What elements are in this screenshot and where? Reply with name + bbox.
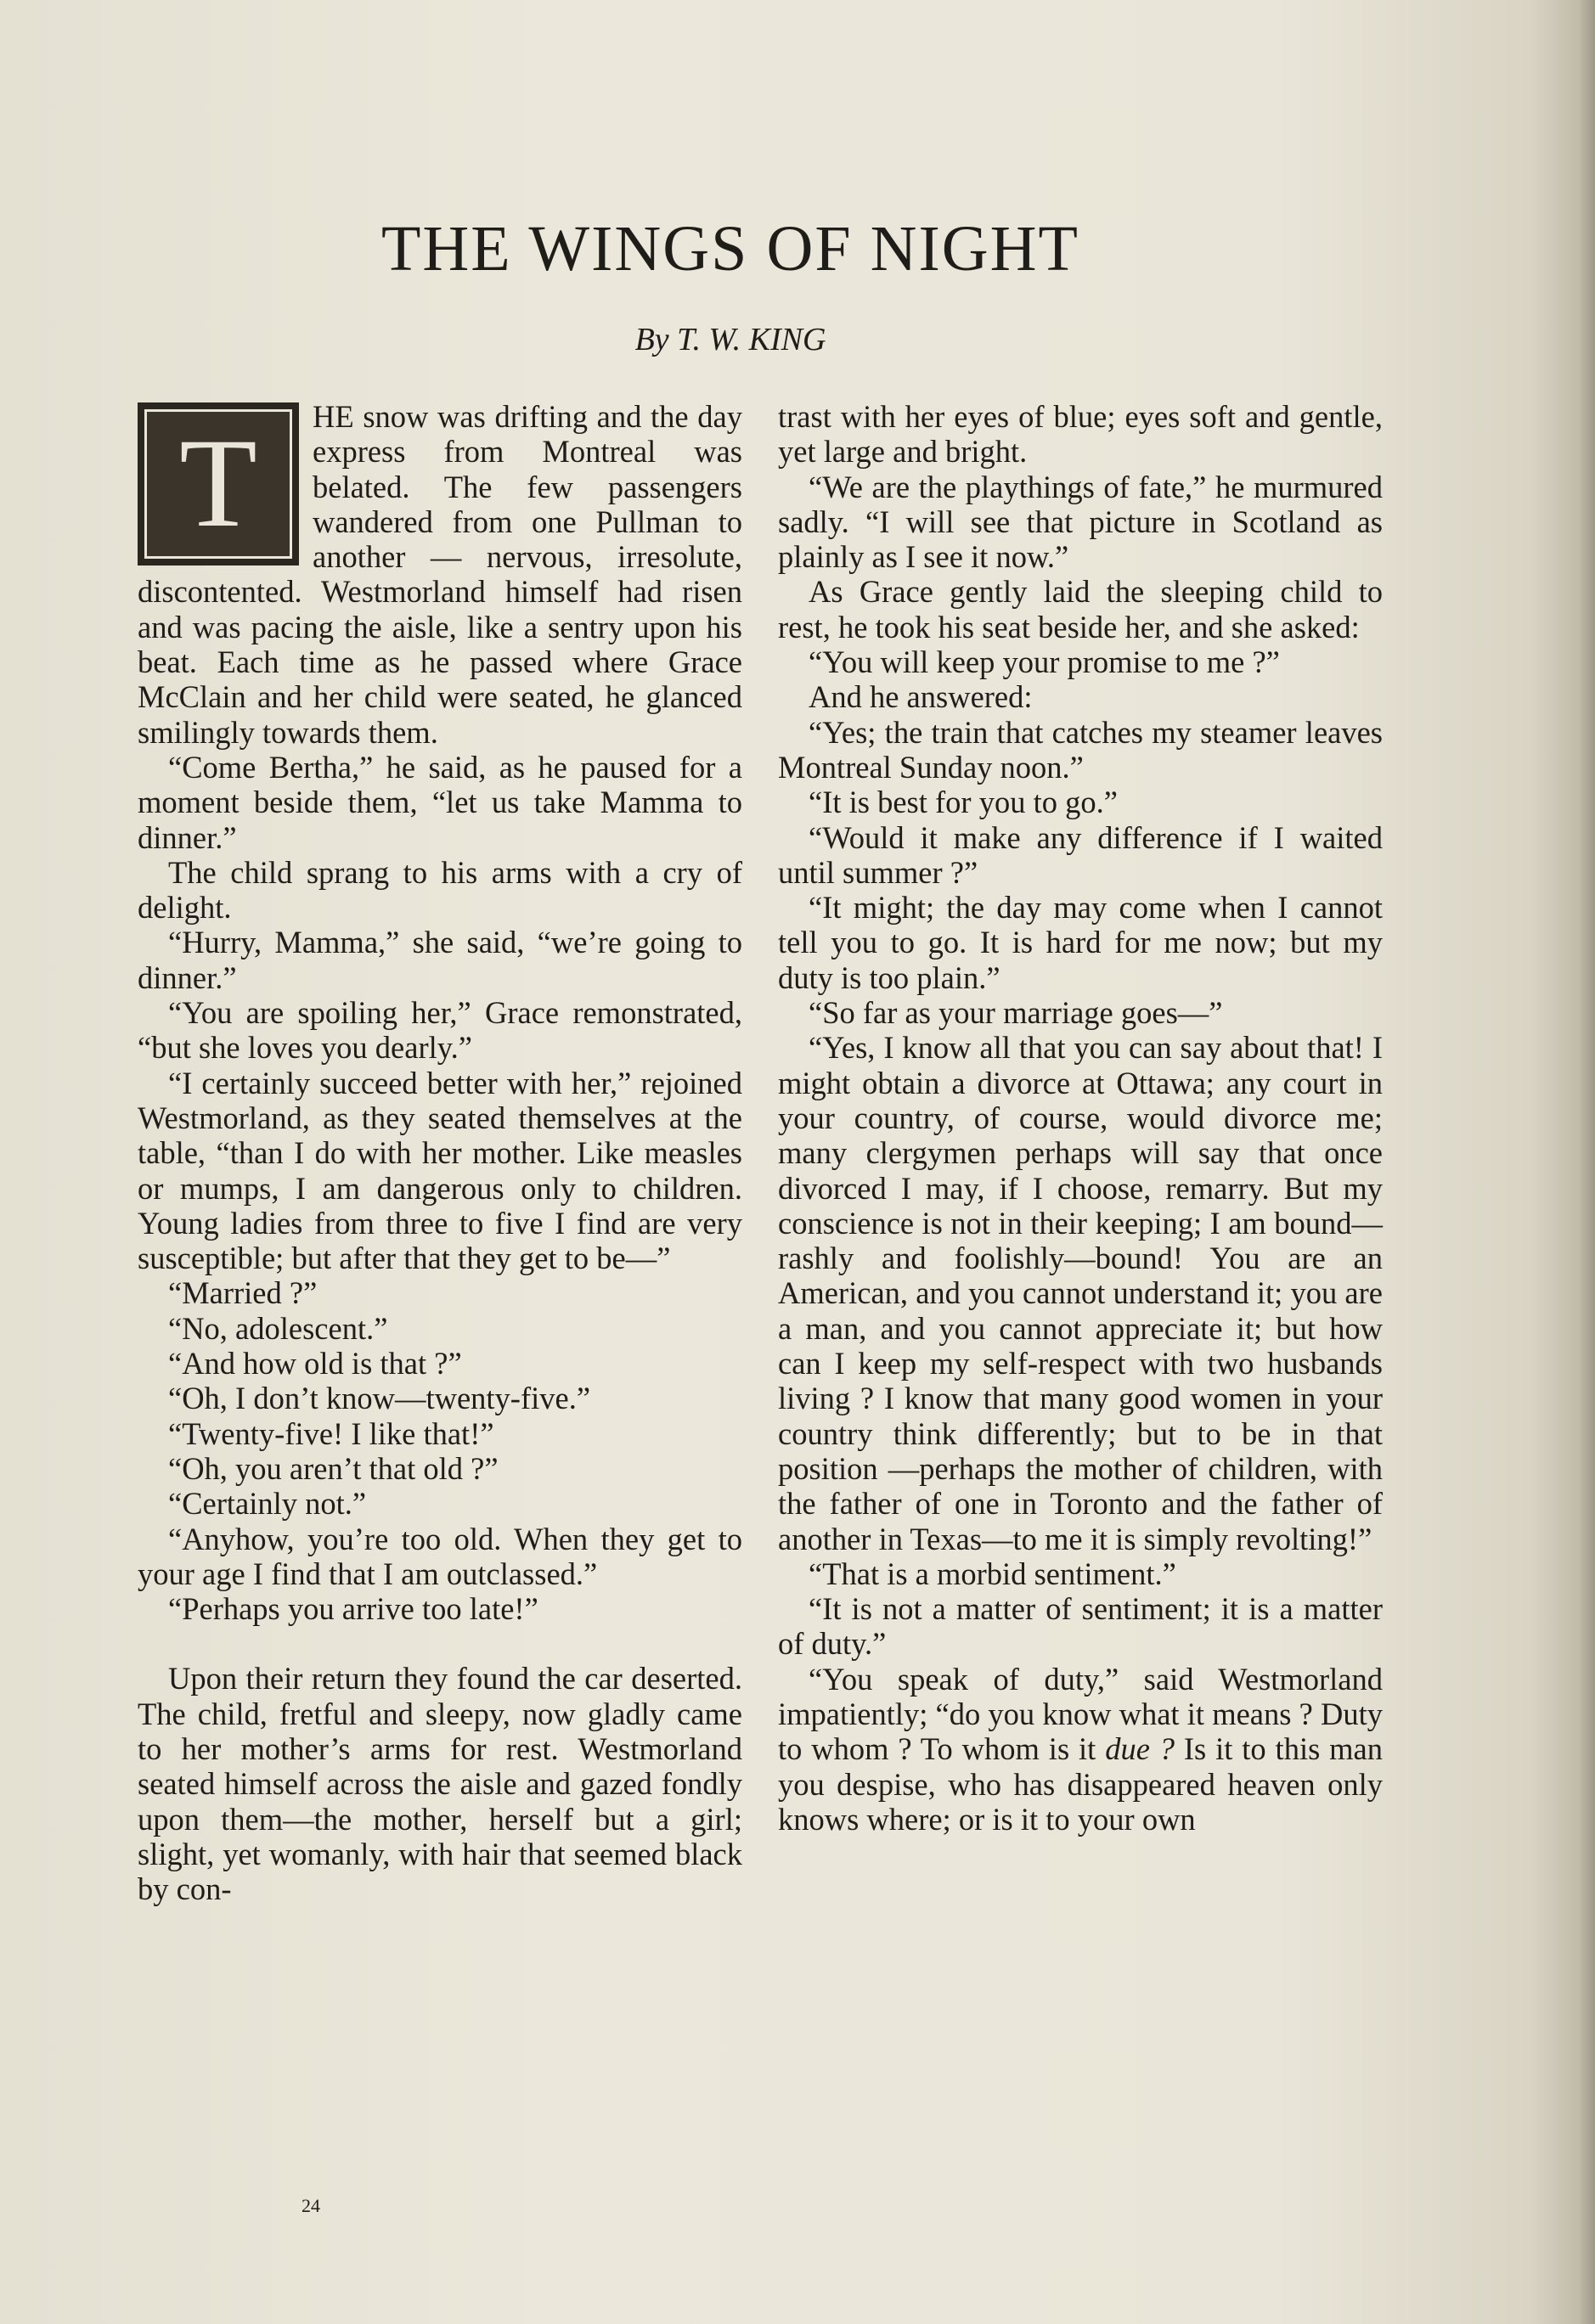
paragraph: trast with her eyes of blue; eyes soft and gentle, yet large and bright.	[778, 399, 1383, 470]
paragraph	[778, 1662, 1383, 1837]
italic-emphasis: due ?	[1105, 1731, 1175, 1767]
paragraph: “You will keep your promise to me ?”	[809, 644, 1280, 680]
paragraph: “It might; the day may come when I cannot tell you to go. It is hard for me now; but my duty is too plain.”	[778, 890, 1383, 995]
paragraph: “It is best for you to go.”	[809, 785, 1118, 820]
paragraph: “Anyhow, you’re too old. When they get to your age I find that I am outclassed.”	[138, 1521, 742, 1591]
paragraph: “No, adolescent.”	[168, 1310, 388, 1346]
paragraph: As Grace gently laid the sleeping child to rest, he took his seat beside her, and she asked:	[778, 574, 1383, 644]
dropcap-letter: T	[144, 409, 292, 559]
paragraph: Upon their return they found the car deserted. The child, fretful and sleepy, now gladly came to her mother’s arms for rest. Westmorland seated himself across the aisle and gazed fondly upon them—the mother, herself but a girl; slight, yet womanly, with hair that seemed black by con-	[138, 1661, 742, 1907]
story-byline: By T. W. KING	[634, 322, 826, 357]
paragraph: “Twenty-five! I like that!”	[168, 1415, 494, 1451]
paragraph: “It is not a matter of sentiment; it is a matter of duty.”	[778, 1591, 1383, 1662]
paragraph: “And how old is that ?”	[168, 1346, 462, 1381]
paragraph: “Certainly not.”	[168, 1486, 367, 1522]
paragraph: “You are spoiling her,” Grace remonstrated, “but she loves you dearly.”	[138, 995, 742, 1066]
paragraph: “I certainly succeed better with her,” rejoined Westmorland, as they seated themselves at the table, “than I do with her mother. Like measles or mumps, I am dangerous only to children. Young ladies from three to five I find are very susceptible; but after that they get to be—”	[138, 1065, 742, 1276]
paragraph: “Yes, I know all that you can say about that! I might obtain a divorce at Ottawa; any court in your country, of course, would divorce me; many clergymen perhaps will say that once divorced I may, if I choose, remarry. But my conscience is not in their keeping; I am bound—rashly and foolishly—bound! You are an American, and you cannot understand it; you are a man, and you cannot appreciate it; but how can I keep my self-respect with two husbands living ? I know that many good women in your country think differently; but to be in that position —perhaps the mother of children, with the father of one in Toronto and the father of another in Texas—to me it is simply revolting!”	[778, 1030, 1383, 1556]
paragraph: The child sprang to his arms with a cry of delight.	[138, 854, 742, 926]
paragraph: And he answered:	[809, 679, 1033, 715]
paragraph: “Come Bertha,” he said, as he paused for a moment beside them, “let us take Mamma to dinner.”	[138, 749, 742, 855]
page-number: 24	[302, 2195, 320, 2216]
paragraph: “That is a morbid sentiment.”	[809, 1556, 1176, 1591]
paragraph: “Oh, you aren’t that old ?”	[168, 1450, 499, 1486]
paragraph: “Hurry, Mamma,” she said, “we’re going to dinner.”	[138, 925, 742, 995]
paragraph: “Married ?”	[168, 1275, 318, 1311]
paragraph: “Perhaps you arrive too late!”	[168, 1591, 538, 1627]
paragraph: “Would it make any difference if I waited until summer ?”	[778, 819, 1383, 890]
story-title: THE WINGS OF NIGHT	[381, 213, 1079, 284]
paragraph: “We are the playthings of fate,” he murmured sadly. “I will see that picture in Scotland as plainly as I see it now.”	[778, 469, 1383, 575]
left-column	[138, 399, 742, 1906]
right-column	[778, 399, 1383, 1837]
paragraph: “So far as your marriage goes—”	[809, 995, 1223, 1031]
paragraph: HE snow was drifting and the day express from Montreal was belated. The few passengers wandered from one Pullman to another — nervous, irresolute, discontented. Westmorland himself had risen and was pacing the aisle, like a sentry upon his beat. Each time as he passed where Grace McClain and her child were seated, he glanced smilingly towards them.	[138, 399, 742, 750]
paragraph-text: “You speak of duty,” said Westmorland impatiently; “do you know what it means ? Duty to whom ? To whom is it	[778, 1661, 1383, 1767]
paragraph: “Oh, I don’t know—twenty-five.”	[168, 1381, 591, 1416]
page-edge-shadow	[1578, 0, 1595, 2324]
paragraph-text: Is it to this man you despise, who has disappeared heaven only knows where; or is it to your own	[778, 1731, 1383, 1837]
ornamental-dropcap	[138, 402, 299, 566]
paragraph: “Yes; the train that catches my steamer leaves Montreal Sunday noon.”	[778, 714, 1383, 785]
